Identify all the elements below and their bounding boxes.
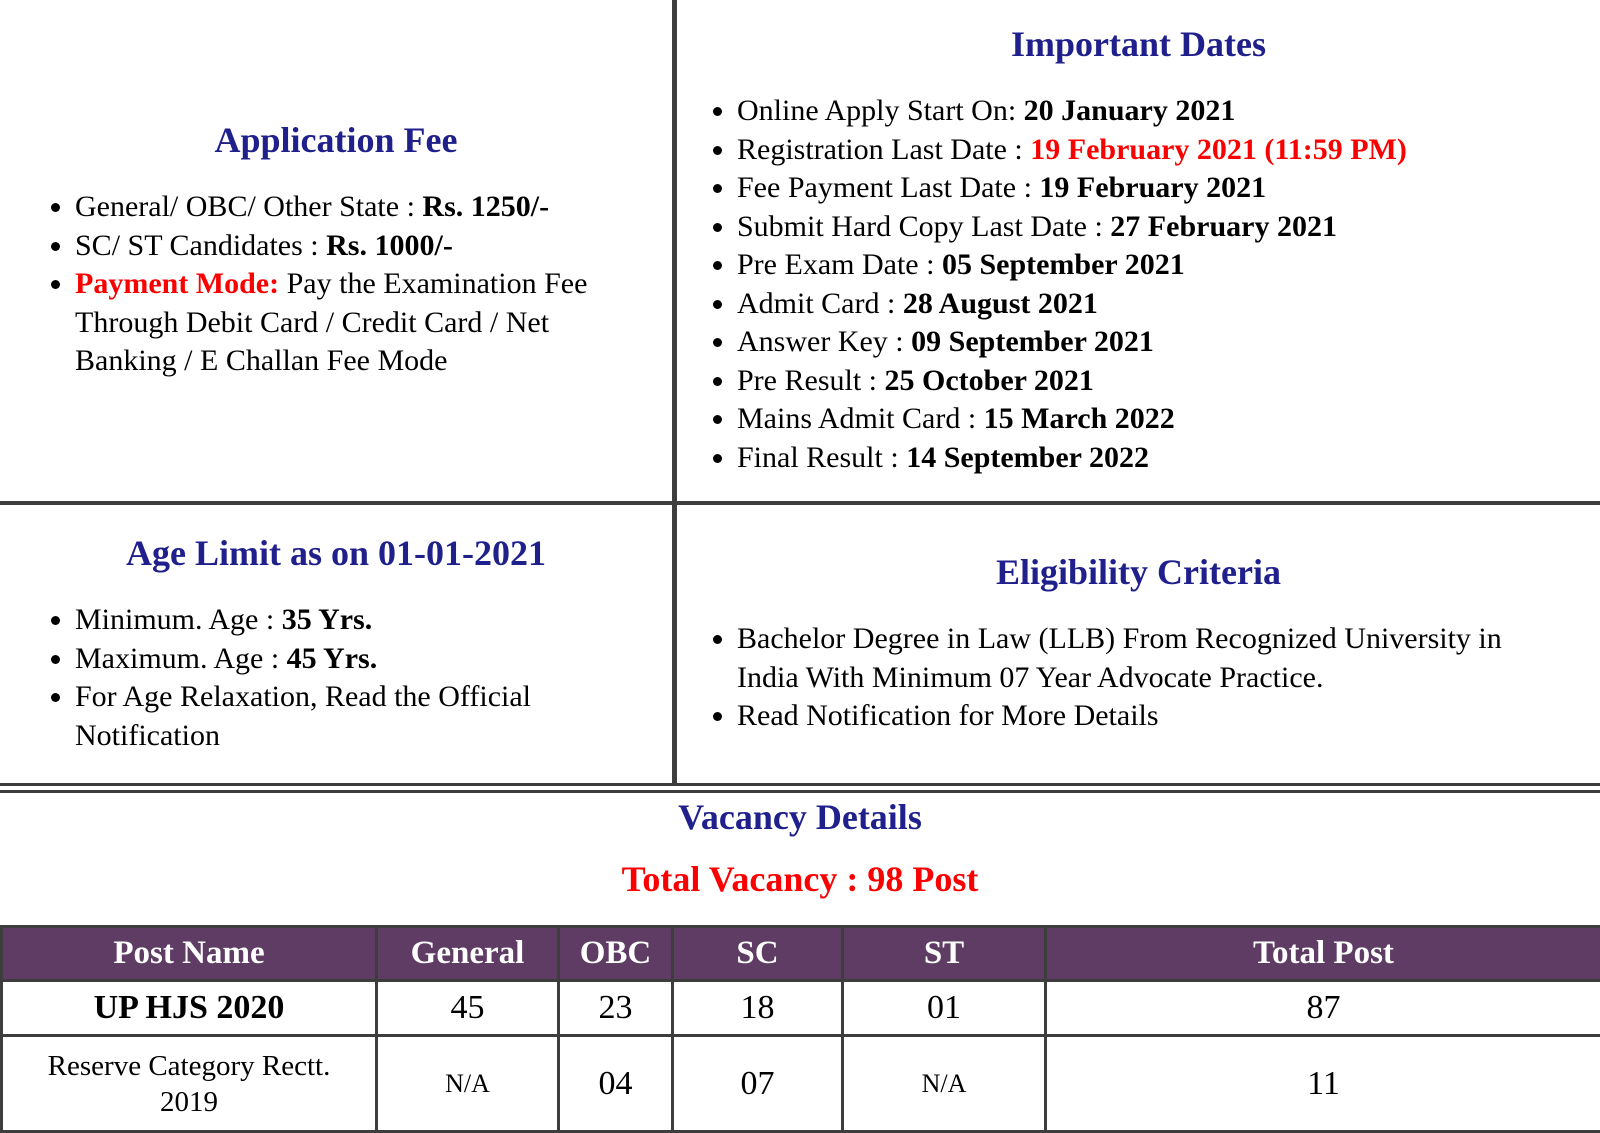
table-cell: N/A xyxy=(843,1036,1046,1132)
table-cell: 45 xyxy=(377,981,559,1036)
application-fee-list xyxy=(0,188,672,381)
table-row xyxy=(2,981,1600,1036)
list-item: • Online Apply Start On: 20 January 2021 xyxy=(737,92,1515,131)
list-item: • Read Notification for More Details xyxy=(737,697,1515,736)
table-cell: UP HJS 2020 xyxy=(2,981,377,1036)
column-header: Post Name xyxy=(2,927,377,981)
table-cell: 23 xyxy=(559,981,673,1036)
list-item: • SC/ ST Candidates : Rs. 1000/- xyxy=(75,227,654,266)
column-header: SC xyxy=(673,927,843,981)
vacancy-table-header-row xyxy=(2,927,1600,981)
list-item: • Admit Card : 28 August 2021 xyxy=(737,285,1515,324)
vacancy-details-section xyxy=(0,793,1600,1133)
table-cell: 18 xyxy=(673,981,843,1036)
table-row xyxy=(2,1036,1600,1132)
column-header: Total Post xyxy=(1046,927,1600,981)
total-vacancy-label: Total Vacancy : 98 Post xyxy=(0,859,1600,899)
application-fee-title: Application Fee xyxy=(0,120,672,160)
list-item: • Pre Exam Date : 05 September 2021 xyxy=(737,246,1515,285)
age-limit-title: Age Limit as on 01-01-2021 xyxy=(0,533,672,573)
vacancy-table xyxy=(0,925,1600,1133)
table-cell: 01 xyxy=(843,981,1046,1036)
list-item: • Payment Mode: Pay the Examination Fee Through Debit Card / Credit Card / Net Banking / E Challan Fee Mode xyxy=(75,265,654,381)
list-item: • Registration Last Date : 19 February 2021 (11:59 PM) xyxy=(737,131,1515,170)
list-item: • Submit Hard Copy Last Date : 27 February 2021 xyxy=(737,208,1515,247)
eligibility-section xyxy=(677,505,1600,783)
age-limit-list xyxy=(0,601,672,755)
list-item: • Pre Result : 25 October 2021 xyxy=(737,362,1515,401)
list-item: • General/ OBC/ Other State : Rs. 1250/- xyxy=(75,188,654,227)
vacancy-details-title: Vacancy Details xyxy=(0,797,1600,837)
application-fee-section xyxy=(0,0,677,505)
table-cell: Reserve Category Rectt. 2019 xyxy=(2,1036,377,1132)
table-cell: 11 xyxy=(1046,1036,1600,1132)
list-item: • Minimum. Age : 35 Yrs. xyxy=(75,601,654,640)
table-cell: 07 xyxy=(673,1036,843,1132)
table-cell: N/A xyxy=(377,1036,559,1132)
column-header: OBC xyxy=(559,927,673,981)
important-dates-list xyxy=(677,92,1600,477)
column-header: ST xyxy=(843,927,1046,981)
list-item: • Answer Key : 09 September 2021 xyxy=(737,323,1515,362)
age-limit-section xyxy=(0,505,677,783)
list-item: • Maximum. Age : 45 Yrs. xyxy=(75,640,654,679)
list-item: • Bachelor Degree in Law (LLB) From Recognized University in India With Minimum 07 Year Advocate Practice. xyxy=(737,620,1515,697)
important-dates-section xyxy=(677,0,1600,505)
eligibility-list xyxy=(677,620,1600,736)
important-dates-title: Important Dates xyxy=(677,24,1600,64)
list-item: • Fee Payment Last Date : 19 February 2021 xyxy=(737,169,1515,208)
table-cell: 04 xyxy=(559,1036,673,1132)
table-cell: 87 xyxy=(1046,981,1600,1036)
list-item: • For Age Relaxation, Read the Official Notification xyxy=(75,678,654,755)
list-item: • Mains Admit Card : 15 March 2022 xyxy=(737,400,1515,439)
eligibility-title: Eligibility Criteria xyxy=(677,552,1600,592)
column-header: General xyxy=(377,927,559,981)
list-item: • Final Result : 14 September 2022 xyxy=(737,439,1515,478)
